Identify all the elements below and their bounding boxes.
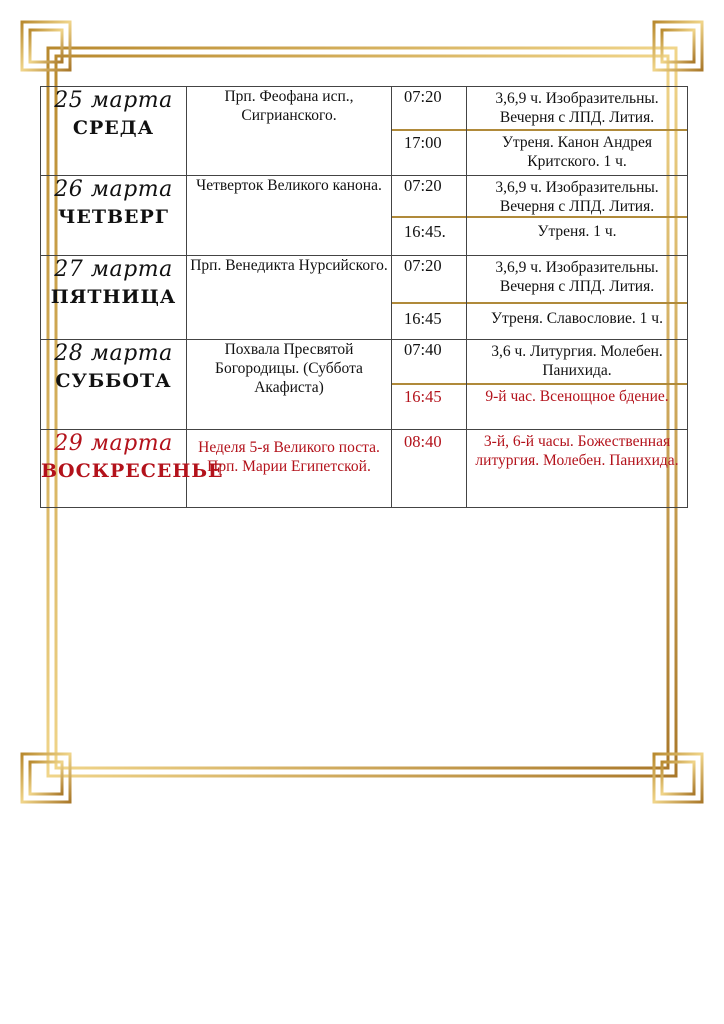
service-time: 07:20 <box>392 256 466 304</box>
time-cell <box>392 340 467 430</box>
service-text: 3,6,9 ч. Изобразительны. Вечерня с ЛПД. Лития. <box>467 87 687 131</box>
service-text: 3,6,9 ч. Изобразительны. Вечерня с ЛПД. Лития. <box>467 256 687 304</box>
day-cell <box>41 430 224 508</box>
saint-cell: Прп. Феофана исп., Сигрианского. <box>187 87 392 176</box>
service-text: 9-й час. Всенощное бдение. <box>485 388 669 405</box>
schedule-table <box>40 86 688 508</box>
day-cell <box>41 256 187 340</box>
time-cell <box>392 176 467 256</box>
day-weekday: ВОСКРЕСЕНЬЕ <box>41 460 224 482</box>
time-cell <box>392 87 467 176</box>
service-text: 3-й, 6-й часы. Божественная литургия. Молебен. Панихида. <box>475 433 679 469</box>
table-row <box>41 87 688 176</box>
saint-cell: Неделя 5-я Великого поста. Прп. Марии Египетской. <box>187 430 392 508</box>
service-text: 3,6 ч. Литургия. Молебен. Панихида. <box>467 340 687 385</box>
day-weekday: ЧЕТВЕРГ <box>58 206 169 228</box>
time-cell <box>392 256 467 340</box>
service-cell <box>467 430 688 508</box>
service-text: 3,6,9 ч. Изобразительны. Вечерня с ЛПД. Лития. <box>467 176 687 218</box>
table-row <box>41 176 688 256</box>
day-weekday: СРЕДА <box>72 117 155 139</box>
service-cell <box>467 340 688 430</box>
day-cell <box>41 87 187 176</box>
service-time: 16:45 <box>404 309 442 328</box>
service-cell <box>467 87 688 176</box>
service-time: 08:40 <box>404 432 442 451</box>
service-time: 16:45 <box>404 387 442 406</box>
saint-cell: Четверток Великого канона. <box>187 176 392 256</box>
day-weekday: СУББОТА <box>55 370 172 392</box>
day-date: 28 марта <box>54 341 173 366</box>
service-text: Утреня. Канон Андрея Критского. 1 ч. <box>501 134 653 170</box>
saint-cell: Прп. Венедикта Нурсийского. <box>187 256 392 340</box>
time-cell <box>392 430 467 508</box>
day-weekday: ПЯТНИЦА <box>50 286 177 308</box>
table-row <box>41 340 688 430</box>
service-text: Утреня. Славословие. 1 ч. <box>491 310 663 327</box>
service-text: Утреня. 1 ч. <box>537 223 617 240</box>
day-cell <box>41 340 187 430</box>
service-time: 17:00 <box>404 133 442 152</box>
service-time: 07:20 <box>392 176 466 218</box>
day-date: 27 марта <box>54 257 173 282</box>
day-cell <box>41 176 187 256</box>
service-cell <box>467 176 688 256</box>
table-row <box>41 430 688 508</box>
service-time: 07:40 <box>392 340 466 385</box>
saint-cell: Похвала Пресвятой Богородицы. (Суббота Акафиста) <box>187 340 392 430</box>
day-date: 29 марта <box>54 431 173 456</box>
day-date: 26 марта <box>54 177 173 202</box>
service-cell <box>467 256 688 340</box>
service-time: 07:20 <box>392 87 466 131</box>
day-date: 25 марта <box>54 88 173 113</box>
table-row <box>41 256 688 340</box>
service-time: 16:45. <box>404 222 446 241</box>
